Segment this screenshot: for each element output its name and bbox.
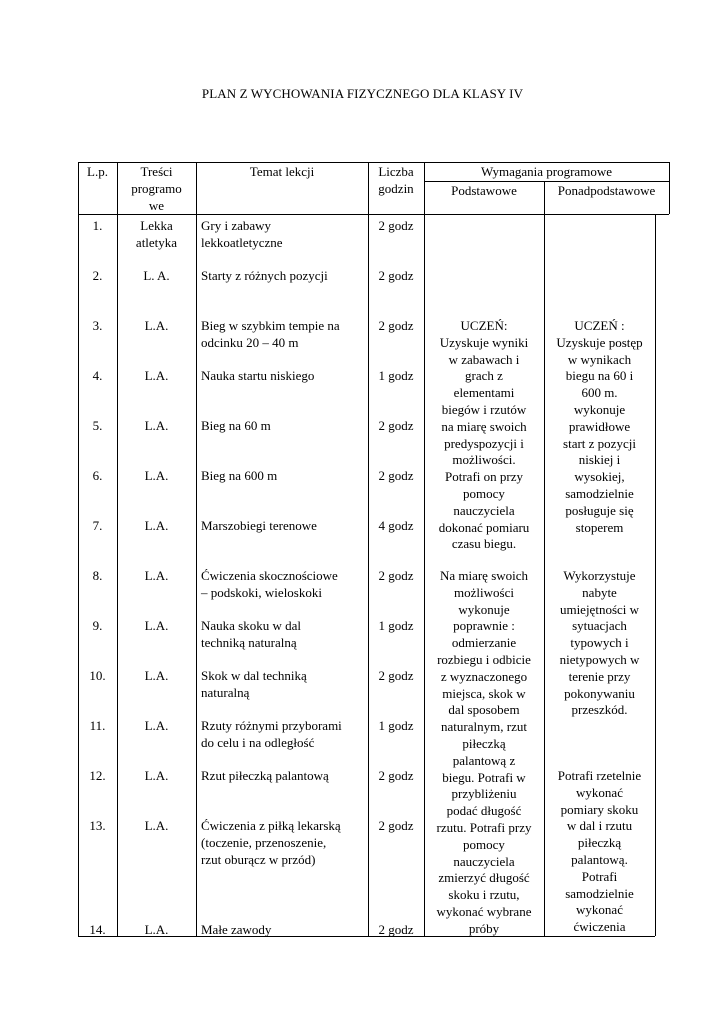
row-temat-line: Marszobiegi terenowe <box>201 518 317 533</box>
row-temat <box>201 218 367 252</box>
row-tresci-line: L.A. <box>144 618 169 633</box>
row-tresci <box>117 922 196 939</box>
podstawowe-requirements-line: biegów i rzutów <box>441 401 527 417</box>
row-tresci <box>117 618 196 635</box>
header-tresci-line: we <box>148 197 165 213</box>
row-lp-line: 4. <box>92 368 103 383</box>
row-temat <box>201 318 367 352</box>
row-temat-line: Bieg na 600 m <box>201 468 278 483</box>
row-lp <box>78 922 117 939</box>
ponadpodstawowe-requirements-line: posługuje się <box>565 502 634 518</box>
podstawowe-requirements-line: zmierzyć długość <box>438 870 530 886</box>
row-godz-line: 2 godz <box>378 922 414 937</box>
ponadpodstawowe-requirements-line: pokonywaniu <box>564 685 635 701</box>
ponadpodstawowe-requirements-line: Potrafi rzetelnie <box>557 768 642 783</box>
row-temat-line: odcinku 20 – 40 m <box>201 334 299 350</box>
row-lp-line: 13. <box>89 818 106 833</box>
row-godz-line: 1 godz <box>378 618 414 633</box>
row-lp-line: 6. <box>92 468 103 483</box>
row-godz-line: 2 godz <box>378 468 414 483</box>
row-lp <box>78 568 117 585</box>
header-wymagania-line: Wymagania programowe <box>481 164 612 179</box>
row-temat-line: rzut oburącz w przód) <box>201 851 316 867</box>
row-tresci <box>117 418 196 435</box>
podstawowe-requirements-line: możliwości. <box>452 452 516 468</box>
row-godz-line: 2 godz <box>378 218 414 233</box>
row-godz <box>368 818 424 835</box>
row-lp-line: 1. <box>92 218 103 233</box>
row-temat-line: techniką naturalną <box>201 634 297 650</box>
row-lp-line: 5. <box>92 418 103 433</box>
row-tresci-line: L.A. <box>144 768 169 783</box>
row-lp <box>78 718 117 735</box>
ponadpodstawowe-requirements-line: wykonuje <box>573 401 626 417</box>
row-godz <box>368 418 424 435</box>
podstawowe-requirements-line: Potrafi on przy <box>445 469 523 485</box>
header-tresci-line: Treści <box>140 164 173 179</box>
ponadpodstawowe-requirements-line: przeszkód. <box>571 702 628 718</box>
ponadpodstawowe-requirements-line: umiejętności w <box>559 601 640 617</box>
row-lp-line: 7. <box>92 518 103 533</box>
row-tresci <box>117 368 196 385</box>
ponadpodstawowe-requirements-line: terenie przy <box>568 668 631 684</box>
podstawowe-requirements-line: nauczyciela <box>453 853 515 869</box>
row-godz-line: 4 godz <box>378 518 414 533</box>
row-godz <box>368 618 424 635</box>
row-lp-line: 8. <box>92 568 103 583</box>
row-temat <box>201 268 367 285</box>
row-temat-line: Nauka skoku w dal <box>201 618 302 633</box>
ponadpodstawowe-requirements-line: w wynikach <box>567 351 632 367</box>
ponadpodstawowe-requirements-line: w dal i rzutu <box>566 818 633 834</box>
row-godz <box>368 218 424 235</box>
row-lp <box>78 218 117 235</box>
row-lp <box>78 418 117 435</box>
podstawowe-requirements-line: odmierzanie <box>451 635 517 651</box>
row-temat-line: Małe zawody <box>201 922 272 937</box>
row-tresci <box>117 218 196 252</box>
header-lp <box>78 164 117 181</box>
row-lp-line: 3. <box>92 318 103 333</box>
row-tresci <box>117 818 196 835</box>
row-temat <box>201 818 367 868</box>
header-liczba-line: Liczba <box>378 164 414 179</box>
ponadpodstawowe-requirements-line: nabyte <box>582 584 617 600</box>
podstawowe-requirements-line: skoku i rzutu, <box>448 887 520 903</box>
row-lp-line: 14. <box>89 922 106 937</box>
row-tresci-line: L.A. <box>144 922 169 937</box>
row-godz <box>368 768 424 785</box>
row-temat-line: Skok w dal techniką <box>201 668 307 683</box>
row-tresci-line: L.A. <box>144 418 169 433</box>
row-godz <box>368 718 424 735</box>
ponadpodstawowe-requirements-line: piłeczką <box>577 835 622 851</box>
row-temat-line: do celu i na odległość <box>201 734 315 750</box>
row-temat <box>201 468 367 485</box>
podstawowe-requirements-line: dokonać pomiaru <box>438 519 530 535</box>
ponadpodstawowe-requirements-line: Potrafi <box>581 868 618 884</box>
ponadpodstawowe-requirements <box>544 768 655 936</box>
ponadpodstawowe-requirements-line: prawidłowe <box>568 418 631 434</box>
row-godz-line: 2 godz <box>378 668 414 683</box>
podstawowe-requirements-line: grach z <box>465 368 503 384</box>
row-godz-line: 2 godz <box>378 318 414 333</box>
row-tresci-line: L.A. <box>144 818 169 833</box>
ponadpodstawowe-requirements-line: palantową. <box>571 851 628 867</box>
row-godz <box>368 368 424 385</box>
podstawowe-requirements-line: nauczyciela <box>453 502 515 518</box>
row-godz-line: 2 godz <box>378 818 414 833</box>
row-tresci-line: Lekka <box>140 218 173 233</box>
podstawowe-requirements-line: UCZEŃ: <box>460 318 508 333</box>
podstawowe-requirements-line: piłeczką <box>462 735 506 751</box>
row-tresci <box>117 718 196 735</box>
podstawowe-requirements-line: rozbiegu i odbicie <box>437 651 531 667</box>
podstawowe-requirements-line: pomocy <box>463 836 505 852</box>
ponadpodstawowe-requirements-line: Wykorzystuje <box>563 568 636 583</box>
row-lp-line: 2. <box>92 268 103 283</box>
ponadpodstawowe-requirements-line: 600 m. <box>581 385 618 401</box>
podstawowe-requirements-line: rzutu. Potrafi przy <box>436 819 532 835</box>
ponadpodstawowe-requirements-line: niskiej i <box>578 452 621 468</box>
row-godz <box>368 468 424 485</box>
podstawowe-requirements-line: z wyznaczonego <box>440 668 528 684</box>
row-godz-line: 1 godz <box>378 368 414 383</box>
row-temat-line: Nauka startu niskiego <box>201 368 315 383</box>
podstawowe-requirements-line: możliwości <box>454 584 514 600</box>
row-godz-line: 2 godz <box>378 268 414 283</box>
podstawowe-requirements-line: biegu. Potrafi w <box>442 769 526 785</box>
row-temat-line: Rzut piłeczką palantową <box>201 768 329 783</box>
podstawowe-requirements-line: wykonać wybrane <box>436 903 532 919</box>
podstawowe-requirements-line: dal sposobem <box>448 702 520 718</box>
podstawowe-requirements-line: pomocy <box>463 485 505 501</box>
row-godz-line: 2 godz <box>378 768 414 783</box>
ponadpodstawowe-requirements-line: wysokiej, <box>574 469 625 485</box>
ponadpodstawowe-requirements-line: pomiary skoku <box>560 801 639 817</box>
row-tresci <box>117 318 196 335</box>
podstawowe-requirements-line: predyspozycji i <box>444 435 524 451</box>
row-temat-line: Bieg na 60 m <box>201 418 271 433</box>
table-rule <box>78 162 669 163</box>
row-lp <box>78 518 117 535</box>
podstawowe-requirements-line: elementami <box>453 385 515 401</box>
podstawowe-requirements-line: poprawnie : <box>453 618 515 634</box>
row-tresci <box>117 468 196 485</box>
ponadpodstawowe-requirements-line: samodzielnie <box>565 485 634 501</box>
header-liczba-line: godzin <box>378 180 414 196</box>
row-godz <box>368 268 424 285</box>
row-tresci <box>117 268 196 285</box>
row-tresci-line: L.A. <box>144 718 169 733</box>
row-temat-line: Rzuty różnymi przyborami <box>201 718 342 733</box>
podstawowe-requirements-line: czasu biegu. <box>451 536 517 552</box>
row-temat-line: lekkoatletyczne <box>201 234 283 250</box>
podstawowe-requirements-line: wykonuje <box>458 601 510 617</box>
podstawowe-requirements-line: w zabawach i <box>448 351 520 367</box>
header-tresci <box>117 164 196 214</box>
podstawowe-requirements <box>424 568 544 938</box>
row-lp-line: 9. <box>92 618 103 633</box>
row-lp <box>78 668 117 685</box>
podstawowe-requirements-line: na miarę swoich <box>441 418 527 434</box>
row-temat <box>201 922 367 939</box>
header-ponadpodstawowe <box>544 183 669 200</box>
row-temat-line: Gry i zabawy <box>201 218 272 233</box>
ponadpodstawowe-requirements-line: sytuacjach <box>572 618 627 634</box>
ponadpodstawowe-requirements-line: samodzielnie <box>565 885 634 901</box>
row-tresci-line: L.A. <box>144 668 169 683</box>
row-tresci-line: L.A. <box>144 568 169 583</box>
row-temat <box>201 668 367 702</box>
row-godz <box>368 668 424 685</box>
row-temat <box>201 368 367 385</box>
row-temat-line: Ćwiczenia skocznościowe <box>201 568 338 583</box>
row-temat-line: Ćwiczenia z piłką lekarską <box>201 818 341 833</box>
row-tresci-line: L.A. <box>144 368 169 383</box>
podstawowe-requirements-line: Na miarę swoich <box>439 568 529 583</box>
row-lp-line: 11. <box>89 718 106 733</box>
row-temat <box>201 418 367 435</box>
row-godz-line: 1 godz <box>378 718 414 733</box>
row-temat <box>201 718 367 752</box>
ponadpodstawowe-requirements-line: biegu na 60 i <box>565 368 634 384</box>
row-tresci <box>117 768 196 785</box>
ponadpodstawowe-requirements-line: wykonać <box>576 784 623 800</box>
row-temat <box>201 618 367 652</box>
row-temat <box>201 568 367 602</box>
row-godz-line: 2 godz <box>378 418 414 433</box>
row-godz <box>368 518 424 535</box>
table-rule <box>669 162 670 214</box>
row-godz-line: 2 godz <box>378 568 414 583</box>
ponadpodstawowe-requirements <box>544 568 655 719</box>
ponadpodstawowe-requirements-line: nietypowych w <box>559 651 640 667</box>
ponadpodstawowe-requirements <box>544 318 655 536</box>
header-wymagania <box>424 164 669 181</box>
table-rule <box>655 214 656 936</box>
podstawowe-requirements-line: palantową z <box>452 752 516 768</box>
row-lp <box>78 768 117 785</box>
ponadpodstawowe-requirements-line: ćwiczenia <box>573 919 626 935</box>
row-tresci-line: L.A. <box>144 468 169 483</box>
header-temat-line: Temat lekcji <box>249 164 315 179</box>
row-tresci-line: L. A. <box>143 268 170 283</box>
row-lp-line: 10. <box>89 668 106 683</box>
ponadpodstawowe-requirements-line: Uzyskuje postęp <box>556 334 643 350</box>
ponadpodstawowe-requirements-line: stoperem <box>575 519 624 535</box>
header-liczba <box>368 164 424 198</box>
ponadpodstawowe-requirements-line: wykonać <box>576 902 623 918</box>
row-tresci <box>117 568 196 585</box>
podstawowe-requirements-line: naturalnym, rzut <box>441 719 527 735</box>
header-ponadpodstawowe-line: Ponadpodstawowe <box>557 183 656 198</box>
row-tresci-line: atletyka <box>135 234 178 250</box>
header-podstawowe-line: Podstawowe <box>451 183 517 198</box>
ponadpodstawowe-requirements-line: start z pozycji <box>563 435 636 451</box>
row-lp <box>78 318 117 335</box>
table-rule <box>424 181 669 182</box>
ponadpodstawowe-requirements-line: typowych i <box>570 635 629 651</box>
podstawowe-requirements-line: próby <box>468 920 500 936</box>
row-temat <box>201 518 367 535</box>
table-rule <box>196 162 197 936</box>
row-godz <box>368 568 424 585</box>
row-lp <box>78 268 117 285</box>
ponadpodstawowe-requirements-line: UCZEŃ : <box>574 318 625 333</box>
header-temat <box>196 164 368 181</box>
row-temat-line: naturalną <box>201 684 250 700</box>
row-lp <box>78 818 117 835</box>
row-temat-line: – podskoki, wieloskoki <box>201 584 322 600</box>
row-temat <box>201 768 367 785</box>
row-temat-line: Bieg w szybkim tempie na <box>201 318 340 333</box>
podstawowe-requirements-line: Uzyskuje wyniki <box>439 334 529 350</box>
row-temat-line: Starty z różnych pozycji <box>201 268 328 283</box>
header-podstawowe <box>424 183 544 200</box>
row-lp <box>78 468 117 485</box>
row-temat-line: (toczenie, przenoszenie, <box>201 834 327 850</box>
podstawowe-requirements-line: przybliżeniu <box>451 786 517 802</box>
row-lp <box>78 618 117 635</box>
page-title: PLAN Z WYCHOWANIA FIZYCZNEGO DLA KLASY IV <box>201 86 524 101</box>
row-godz <box>368 922 424 939</box>
row-godz <box>368 318 424 335</box>
header-tresci-line: programo <box>131 180 182 196</box>
row-lp <box>78 368 117 385</box>
header-lp-line: L.p. <box>87 164 108 179</box>
row-tresci <box>117 518 196 535</box>
row-tresci <box>117 668 196 685</box>
podstawowe-requirements <box>424 318 544 553</box>
podstawowe-requirements-line: podać długość <box>446 803 522 819</box>
row-tresci-line: L.A. <box>144 318 169 333</box>
row-tresci-line: L.A. <box>144 518 169 533</box>
podstawowe-requirements-line: miejsca, skok w <box>442 685 526 701</box>
row-lp-line: 12. <box>89 768 106 783</box>
